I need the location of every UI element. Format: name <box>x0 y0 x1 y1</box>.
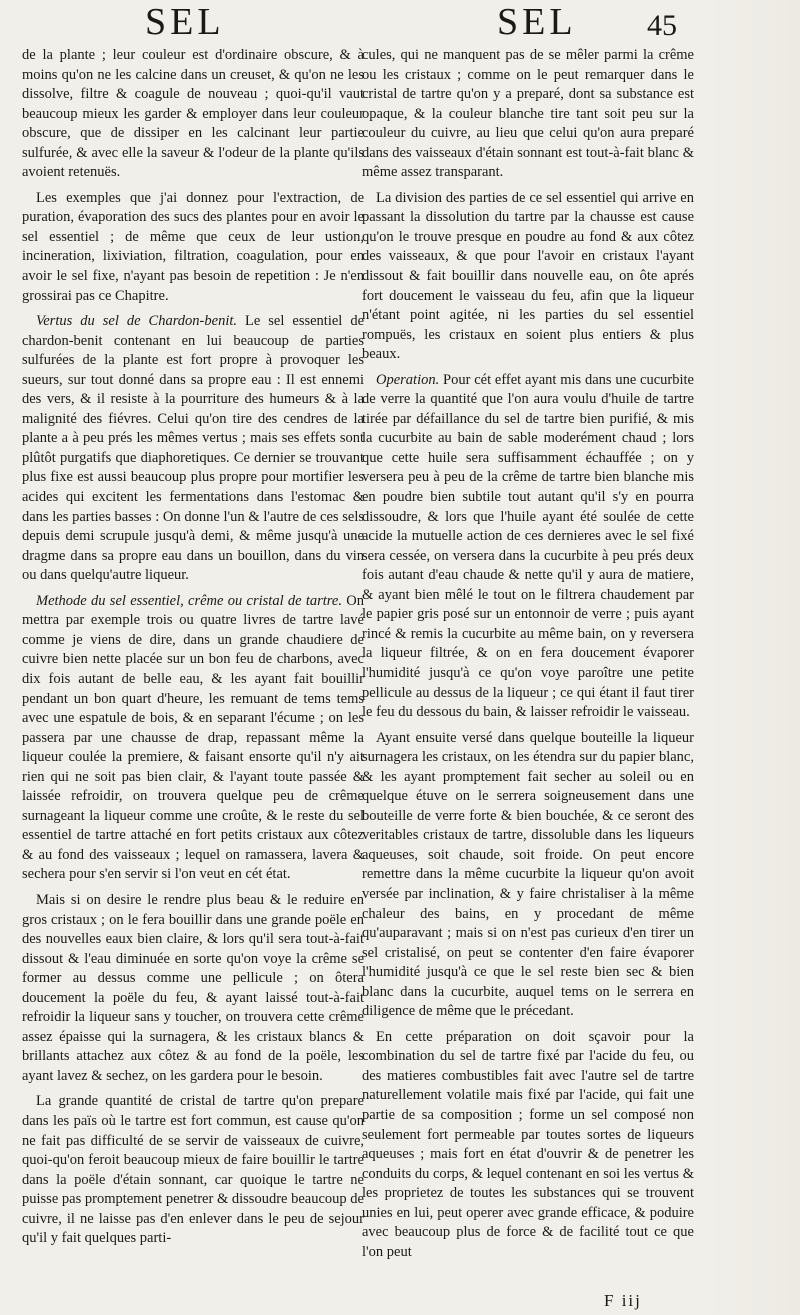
paragraph: La grande quantité de cristal de tartre qu'on prepare dans les païs où le tartre est fort commun, est cause qu'on ne fait pas difficulté de se servir de vaisseaux de cuivre, quoi-qu'on feroit beaucoup mieux de faire bouillir le tartre dans la poële d'étain sonnant, car quoique le tartre ne puisse pas promptement penetrer & dissoudre beaucoup de cuivre, il ne laisse pas d'en enlever dans le peu de sejour qu'il y fait quelques parti- <box>22 1093 364 1247</box>
running-head-right: SEL <box>497 1 577 43</box>
section-title: Methode du sel essentiel, crême ou cristal de tartre. <box>36 592 342 609</box>
paragraph <box>22 592 364 885</box>
paragraph-text: Pour cét effet ayant mis dans une cucurbite de verre la quantité que l'on aura voulu d'huile de tartre tirée par défaillance du sel de tartre bien purifié, & mis la cucurbite au bain de sable moderément chaud ; lors que cette huile sera suffisamment échauffée ; on y versera peu à peu de la crême de tartre bien blanche mis en poudre bien subtile tout autant qu'il s'y en pourra dissoudre, & lors que l'huile ayant été soulée de cette acide la mutuelle action de ces dernieres avec le sel fixé sera cessée, on versera dans la cucurbite à peu prés deux fois autant d'eau chaude & nette qu'il y aura de matiere, & ayant bien mêlé le tout on le filtrera chaudement par le papier gris posé sur un entonnoir de verre ; puis ayant rincé & remis la cucurbite au même bain, on y reversera la liqueur filtrée, & on en fera doucement évaporer l'humidité jusqu'à ce qu'on voye paroître une petite pellicule au dessus de la liqueur ; ce qui étant il faut tirer le feu du dessous du bain, & laisser refroidir le vaisseau. <box>362 371 694 721</box>
paragraph: En cette préparation on doit sçavoir pour la combination du sel de tartre fixé par l'acide du feu, ou des matieres combustibles fait avec l'autre sel de tartre naturellement volatile mais fixé par l'acide, qui fait une partie de sa composition ; forme un sel composé non seulement fort permeable par toutes sortes de liqueurs aqueuses ; mais fort en état d'ouvrir & de penetrer les conduits du corps, & lequel contenant en soi les vertus & les proprietez de toutes les substances qui se trouvent unies en lui, peut operer avec grande efficace, & poduire avec beaucoup plus de force & de facilité tout ce que l'on peut <box>362 1028 694 1260</box>
paragraph: La division des parties de ce sel essentiel qui arrive en passant la dissolution du tartre par la chausse est cause qu'on le trouve presque en poudre au fond & aux côtez des vaisseaux, & que pour l'avoir en cristaux l'ayant dissout & fait bouillir dans nouvelle eau, on ôte aprés fort doucement le vaisseau du feu, afin que la liqueur n'étant point agitée, ni les parties du sel essentiel rompuës, les cristaux en soient plus entiers & plus beaux. <box>362 189 694 363</box>
right-column <box>362 46 694 1262</box>
left-column <box>22 46 364 1249</box>
signature-mark: F iij <box>604 1291 642 1310</box>
paragraph: cules, qui ne manquent pas de se mêler parmi la crême ou les cristaux ; comme on le peut remarquer dans le cristal de tartre qu'on y a preparé, dont sa substance est opaque, & la couleur blanche tire tant soit peu sur la couleur du cuivre, au lieu que celui qu'on aura preparé dans des vaisseaux d'étain sonnant est tout-à-fait blanc & même assez transparant. <box>362 47 694 181</box>
paragraph <box>362 371 694 723</box>
paragraph-text: On mettra par exemple trois ou quatre livres de tartre lavé comme je viens de dire, dans un grande chaudiere de cuivre bien nette placée sur un bon feu de charbons, avec dix fois autant de belle eau, & les ayant fait bouillir pendant un bon quart d'heure, les remuant de tems tems avec une espatule de bois, & en separant l'écume ; on les passera par une chausse de drap, repassant même la liqueur coulée la premiere, & faisant ensorte qu'il n'y ait rien qui ne soit pas bien clair, & l'ayant toute passée & laissée refroidir, on trouvera quelque peu de crême surnageant la liqueur comme une croûte, & le reste du sel essentiel de tartre attaché en fort petits cristaux aux côtez & au fond des vaisseaux ; lequel on ramassera, lavera & sechera pour s'en servir si l'on veut en cét état. <box>22 592 364 883</box>
paragraph-text: Le sel essentiel de chardon-benit contenant en lui beaucoup de parties sulfurées de la plante est fort propre à provoquer les sueurs, sur tout donné dans sa propre eau : Il est ennemi des vers, & il resiste à la pourriture des humeurs & à la malignité des fiévres. Celui qu'on tire des cendres de la plante a à peu prés les mêmes vertus ; mais ses effets sont plûtôt purgatifs que diaphoretiques. Ce dernier se trouvant plus fixe est aussi beaucoup plus propre pour mortifier les acides qui excitent les fermentations dans l'estomac & dans les parties basses : On donne l'un & l'autre de ces sels depuis demi scrupule jusqu'à demi, & même jusqu'à une dragme dans sa propre eau dans un bouillon, dans du vin ou dans quelqu'autre liqueur. <box>22 313 364 584</box>
paragraph: Ayant ensuite versé dans quelque bouteille la liqueur surnagera les cristaux, on les étendra sur du papier blanc, & les ayant promptement fait secher au soleil ou en quelque étuve on le serrera soigneusement dans une bouteille de verre forte & bien bouchée, & ce seront des veritables cristaux de tartre, dissoluble dans les liqueurs aqueuses, soit chaude, soit froide. On peut encore remettre dans la même cucurbite la liqueur qu'on avoit versée par inclination, & y faire christaliser à la même chaleur des bains, en y procedant de même qu'auparavant ; mais si on n'est pas curieux d'en tirer un sel cristalisé, on peut se contenter d'en faire évaporer l'humidité jusqu'à ce que le sel reste bien sec & bien blanc dans la cucurbite, auquel tems on le serrera en diligence de même que le précedant. <box>362 729 694 1020</box>
section-title: Vertus du sel de Chardon-benit. <box>36 313 237 330</box>
paragraph: de la plante ; leur couleur est d'ordinaire obscure, & à moins qu'on ne les calcine dans un creuset, & qu'on ne les dissolve, filtre & coagule de nouveau ; quoi-qu'il vaut beaucoup mieux les garder & employer dans leur couleur obscure, que de dissiper en les calcinant leur partie sulfurée, & avec elle la saveur & l'odeur de la plante qu'ils avoient retenuës. <box>22 47 364 181</box>
paragraph: Mais si on desire le rendre plus beau & le reduire en gros cristaux ; on le fera bouillir dans une grande poële en des nouvelles eaux bien claire, & lors qu'il sera tout-à-fait dissout & l'eau diminuée en sorte qu'on voye la crême se former au dessus comme une pellicule ; on ôtera doucement la poële du feu, & ayant laissé tout-à-fait refroidir la liqueur sans y toucher, on trouvera cette crême assez épaisse qui la surnagera, & les cristaux blancs & brillants attachez aux côtez & au fond de la poële, les ayant lavez & sechez, on les gardera pour le besoin. <box>22 891 364 1084</box>
paragraph <box>22 312 364 586</box>
section-title: Operation. <box>376 371 440 388</box>
page-margin <box>708 0 800 1315</box>
running-head-left: SEL <box>145 1 225 43</box>
page-number: 45 <box>647 9 677 42</box>
paragraph: Les exemples que j'ai donnez pour l'extraction, de puration, évaporation des sucs des plantes pour en avoir le sel essentiel ; de même que ceux de leur ustion, incineration, lixiviation, filtration, coagulation, pour en avoir le sel fixe, n'ayant pas besoin de repetition : Je n'en grossirai pas ce Chapitre. <box>22 189 364 304</box>
